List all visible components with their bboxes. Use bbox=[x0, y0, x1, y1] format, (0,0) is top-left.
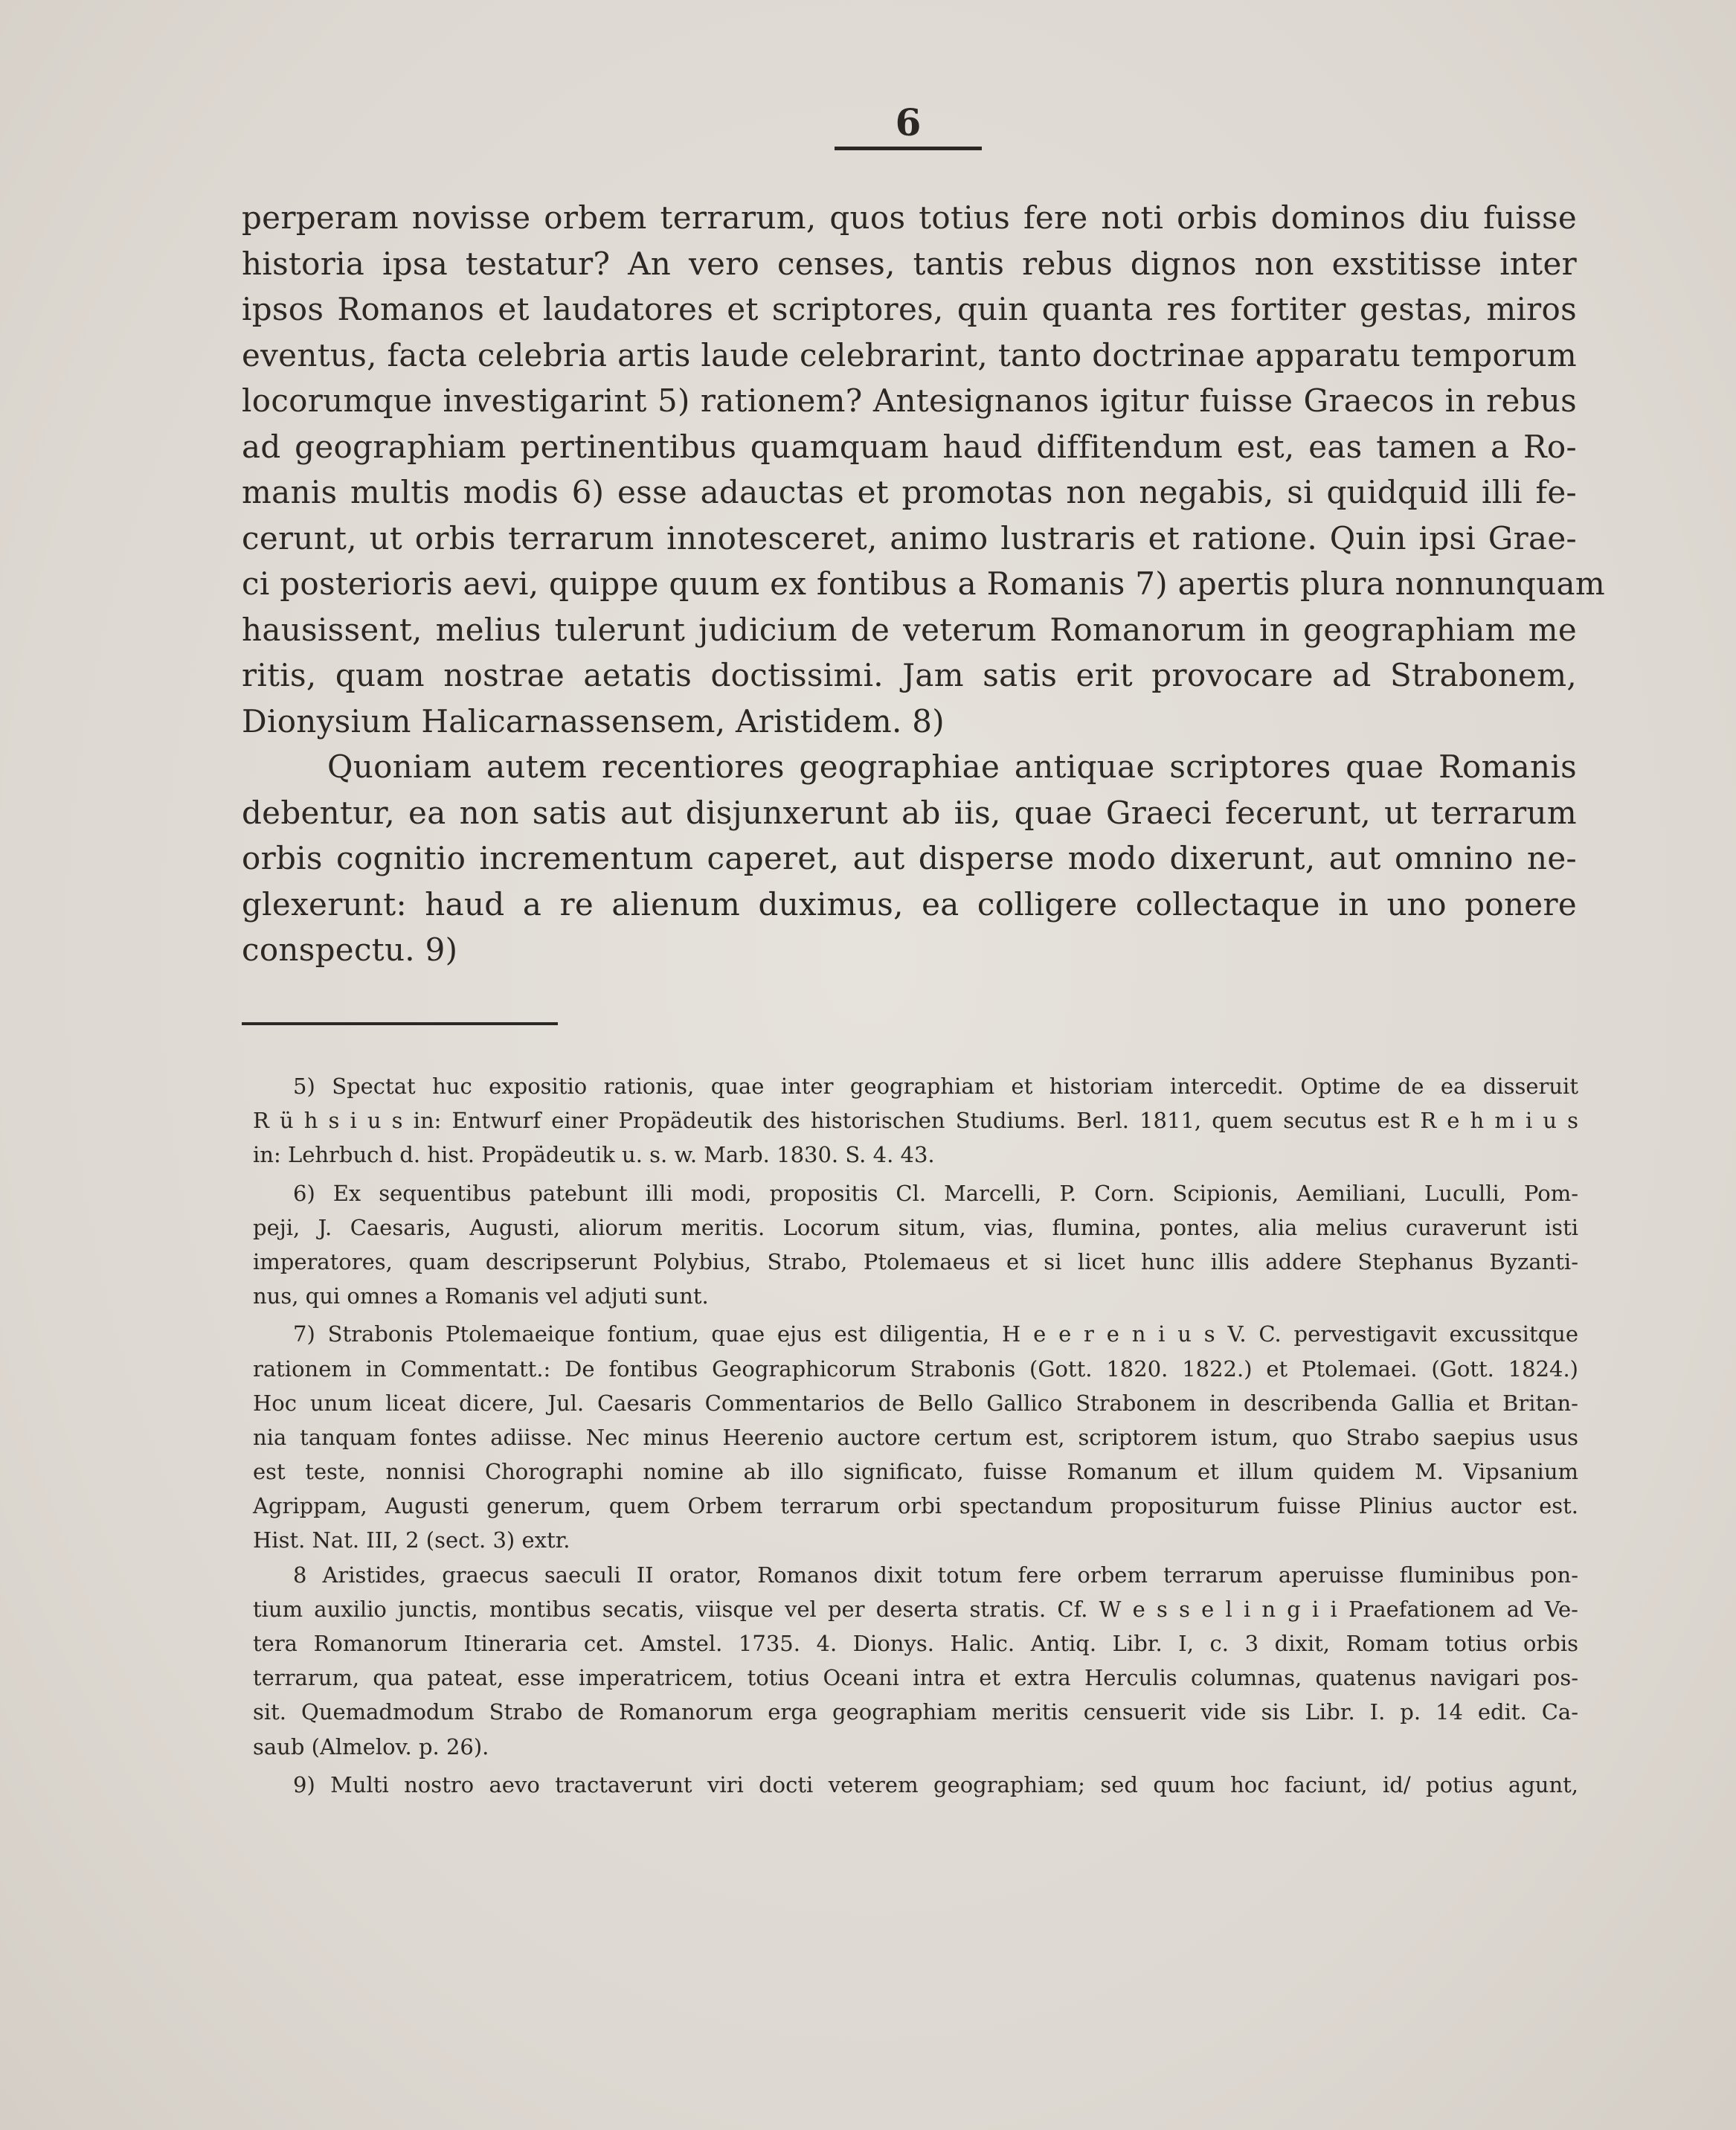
body-line: perperam novisse orbem terrarum, quos totius fere noti orbis dominos diu fuisse bbox=[242, 199, 1577, 236]
footnote-8-line: tera Romanorum Itineraria cet. Amstel. 1735. 4. Dionys. Halic. Antiq. Libr. I, c. 3 dixit, Romam totius orbis bbox=[253, 1631, 1578, 1656]
body-line: glexerunt: haud a re alienum duximus, ea colligere collectaque in uno ponere bbox=[242, 885, 1577, 923]
footnote-5-line: R ü h s i u s in: Entwurf einer Propädeutik des historischen Studiums. Berl. 1811, quem secutus est R e h m i u s bbox=[253, 1108, 1578, 1134]
footnote-separator-rule bbox=[242, 1022, 558, 1025]
body-line: ritis, quam nostrae aetatis doctissimi. Jam satis erit provocare ad Strabonem, bbox=[242, 657, 1577, 693]
body-line: conspectu. 9) bbox=[242, 931, 458, 968]
footnote-7-line: 7) Strabonis Ptolemaeique fontium, quae ejus est diligentia, H e e r e n i u s V. C. pervestigavit excussitque bbox=[293, 1321, 1578, 1347]
footnote-6-line: peji, J. Caesaris, Augusti, aliorum meritis. Locorum situm, vias, flumina, pontes, alia melius curaverunt isti bbox=[253, 1214, 1578, 1240]
body-line: ad geographiam pertinentibus quamquam haud diffitendum est, eas tamen a Ro- bbox=[242, 428, 1577, 465]
footnote-6-line: 6) Ex sequentibus patebunt illi modi, propositis Cl. Marcelli, P. Corn. Scipionis, Aemiliani, Luculli, Pom- bbox=[293, 1180, 1578, 1206]
body-line: cerunt, ut orbis terrarum innotesceret, animo lustraris et ratione. Quin ipsi Grae- bbox=[242, 519, 1577, 556]
footnote-7-line: Agrippam, Augusti generum, quem Orbem terrarum orbi spectandum propositurum fuisse Plinius auctor est. bbox=[253, 1493, 1578, 1519]
paragraph-start-line: Quoniam autem recentiores geographiae antiquae scriptores quae Romanis bbox=[327, 748, 1577, 785]
footnote-7-line: Hist. Nat. III, 2 (sect. 3) extr. bbox=[253, 1527, 570, 1553]
body-line: ipsos Romanos et laudatores et scriptores, quin quanta res fortiter gestas, miros bbox=[242, 291, 1577, 327]
footnotes-section bbox=[253, 1069, 1578, 1802]
footnote-6-line: imperatores, quam descripserunt Polybius, Strabo, Ptolemaeus et si licet hunc illis addere Stephanus Byzanti- bbox=[253, 1248, 1578, 1274]
body-line: hausissent, melius tulerunt judicium de veterum Romanorum in geographiam me bbox=[242, 611, 1577, 648]
footnote-5-line: in: Lehrbuch d. hist. Propädeutik u. s. w. Marb. 1830. S. 4. 43. bbox=[253, 1142, 935, 1168]
body-line: historia ipsa testatur? An vero censes, tantis rebus dignos non exstitisse inter bbox=[242, 245, 1577, 282]
body-line: eventus, facta celebria artis laude celebrarint, tanto doctrinae apparatu temporum bbox=[242, 336, 1577, 373]
page-header bbox=[835, 100, 982, 150]
footnote-9-line: 9) Multi nostro aevo tractaverunt viri docti veterem geographiam; sed quum hoc faciunt, id/ potius agunt, bbox=[293, 1771, 1578, 1797]
main-body-text bbox=[242, 195, 1606, 973]
footnote-8-line: terrarum, qua pateat, esse imperatricem, totius Oceani intra et extra Herculis columnas, quatenus navigari pos- bbox=[253, 1665, 1578, 1691]
footnote-7-line: rationem in Commentatt.: De fontibus Geographicorum Strabonis (Gott. 1820. 1822.) et Ptolemaei. (Gott. 1824.) bbox=[253, 1356, 1578, 1382]
body-line: Dionysium Halicarnassensem, Aristidem. 8) bbox=[242, 702, 945, 740]
footnote-7-line: Hoc unum liceat dicere, Jul. Caesaris Commentarios de Bello Gallico Strabonem in describenda Gallia et Britan- bbox=[253, 1390, 1578, 1416]
footnote-7-line: est teste, nonnisi Chorographi nomine ab illo significato, fuisse Romanum et illum quidem M. Vipsanium bbox=[253, 1459, 1578, 1485]
footnote-8-line: 8 Aristides, graecus saeculi II orator, Romanos dixit totum fere orbem terrarum aperuisse fluminibus pon- bbox=[293, 1562, 1578, 1588]
footnote-8-line: tium auxilio junctis, montibus secatis, viisque vel per deserta stratis. Cf. W e s s e l i n g i i Praefationem ad Ve- bbox=[253, 1596, 1578, 1622]
footnote-6-line: nus, qui omnes a Romanis vel adjuti sunt. bbox=[253, 1283, 709, 1309]
body-line: orbis cognitio incrementum caperet, aut disperse modo dixerunt, aut omnino ne- bbox=[242, 840, 1577, 876]
footnote-5-line: 5) Spectat huc expositio rationis, quae inter geographiam et historiam intercedit. Optime de ea disseruit bbox=[293, 1074, 1578, 1099]
footnote-8-line: sit. Quemadmodum Strabo de Romanorum erga geographiam meritis censuerit vide sis Libr. I. p. 14 edit. Ca- bbox=[253, 1699, 1578, 1725]
body-line: locorumque investigarint 5) rationem? Antesignanos igitur fuisse Graecos in rebus bbox=[242, 382, 1577, 419]
page-number-underline bbox=[835, 147, 982, 150]
page-number: 6 bbox=[895, 100, 922, 144]
body-line: manis multis modis 6) esse adauctas et promotas non negabis, si quidquid illi fe- bbox=[242, 474, 1577, 510]
body-line: ci posterioris aevi, quippe quum ex fontibus a Romanis 7) apertis plura nonnunquam bbox=[242, 565, 1606, 602]
footnote-8-line: saub (Almelov. p. 26). bbox=[253, 1733, 489, 1760]
footnote-7-line: nia tanquam fontes adiisse. Nec minus Heerenio auctore certum est, scriptorem istum, quo Strabo saepius usus bbox=[253, 1424, 1578, 1450]
body-line: debentur, ea non satis aut disjunxerunt ab iis, quae Graeci fecerunt, ut terrarum bbox=[242, 794, 1577, 831]
